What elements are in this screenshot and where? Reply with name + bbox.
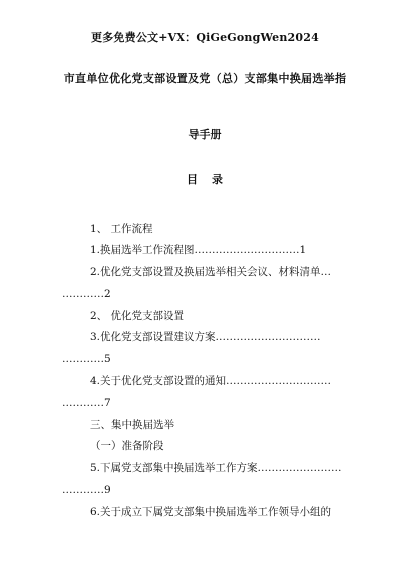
document-title-continued: 导手册 <box>188 128 222 141</box>
toc-subsection-1[interactable]: （一）准备阶段 <box>90 440 164 452</box>
toc-item-4[interactable]: 4.关于优化党支部设置的通知………………………… <box>90 375 332 387</box>
toc-item-4-page[interactable]: …………7 <box>62 397 111 409</box>
toc-heading-char-1: 目 <box>187 173 198 186</box>
toc-item-5-page[interactable]: …………9 <box>62 484 111 496</box>
toc-item-3-page[interactable]: …………5 <box>62 353 111 365</box>
toc-item-2-page[interactable]: …………2 <box>62 288 111 300</box>
toc-item-1[interactable]: 1.换届选举工作流程图…………………………1 <box>90 244 307 256</box>
toc-section-1[interactable]: 1、 工作流程 <box>90 223 153 235</box>
toc-item-5[interactable]: 5.下属党支部集中换届选举工作方案…………………… <box>90 462 342 474</box>
toc-item-6[interactable]: 6.关于成立下属党支部集中换届选举工作领导小组的 <box>90 506 332 518</box>
header-note: 更多免费公文+VX：QiGeGongWen2024 <box>91 31 319 44</box>
toc-heading <box>0 173 410 187</box>
document-title: 市直单位优化党支部设置及党（总）支部集中换届选举指 <box>63 72 347 85</box>
toc-item-2[interactable]: 2.优化党支部设置及换届选举相关会议、材料清单… <box>90 266 332 278</box>
toc-heading-char-2: 录 <box>212 173 223 186</box>
toc-item-3[interactable]: 3.优化党支部设置建议方案………………………… <box>90 331 321 343</box>
toc-section-2[interactable]: 2、 优化党支部设置 <box>90 310 185 322</box>
toc-section-3[interactable]: 三、集中换届选举 <box>90 419 174 431</box>
